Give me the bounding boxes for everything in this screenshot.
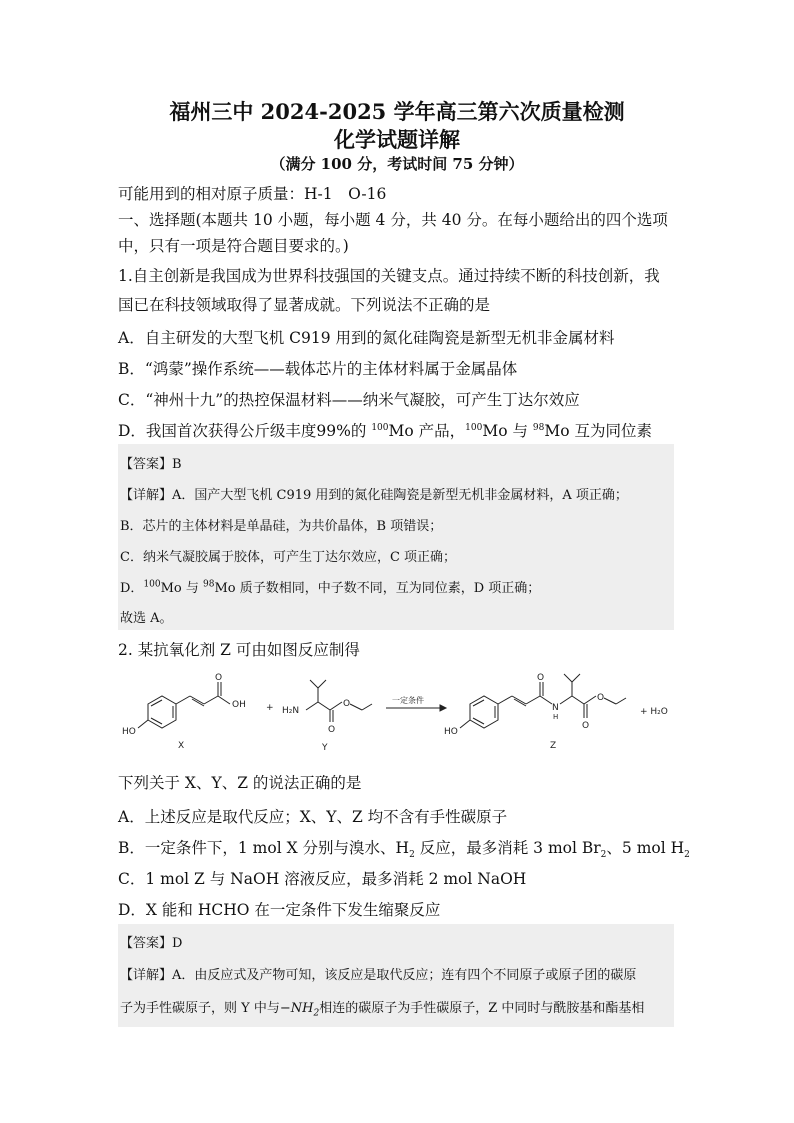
z-benzene-ring (470, 696, 498, 728)
exam-subtitle: 化学试题详解 (334, 127, 460, 152)
q2-option-c: C．1 mol Z 与 NaOH 溶液反应，最多消耗 2 mol NaOH (118, 870, 527, 888)
q1-stem-line2: 国已在科技领域取得了显著成就。下列说法不正确的是 (118, 296, 491, 314)
q1-stem-line1: 1.自主创新是我国成为世界科技强国的关键支点。通过持续不断的科技创新，我 (118, 267, 660, 285)
q2-detail-line2: 子为手性碳原子，则 Y 中与$-NH_2$相连的碳原子为手性碳原子，Z 中同时与酰胺基和酯基相 (120, 1001, 645, 1019)
y-compound-label: Y (322, 743, 328, 753)
x-benzene-ring (148, 696, 176, 728)
q2-ask: 下列关于 X、Y、Z 的说法正确的是 (118, 774, 362, 792)
reaction-condition: 一定条件 (392, 696, 424, 705)
x-ho-label: HO (122, 727, 136, 737)
reaction-scheme (118, 672, 678, 762)
x-oh-label: OH (232, 700, 246, 710)
z-n-label: N (552, 703, 559, 713)
water-byproduct: + H₂O (640, 707, 668, 717)
plus-sign: + (266, 703, 274, 713)
z-h-label: H (553, 713, 559, 721)
exam-info: （满分 100 分，考试时间 75 分钟） (270, 155, 524, 173)
q1-option-c: C．“神州十九”的热控保温材料——纳米气凝胶，可产生丁达尔效应 (118, 391, 580, 409)
x-compound-label: X (178, 741, 185, 751)
q1-option-a: A．自主研发的大型飞机 C919 用到的氮化硅陶瓷是新型无机非金属材料 (118, 329, 615, 347)
q1-answer: 【答案】B (120, 457, 182, 472)
y-o2-label: O (343, 699, 351, 709)
q1-option-d: D．我国首次获得公斤级丰度99%的 $^{100}$Mo 产品，$^{100}$Mo 与 $^{98}$Mo 互为同位素 (118, 422, 652, 440)
q2-option-a: A．上述反应是取代反应；X、Y、Z 均不含有手性碳原子 (118, 808, 508, 826)
q1-detail-line4: D．$^{100}$Mo 与 $^{98}$Mo 质子数相同，中子数不同，互为同位素，D 项正确； (120, 579, 541, 596)
z-compound-label: Z (550, 741, 557, 751)
z-ho-label: HO (444, 727, 458, 737)
x-o-label: O (215, 673, 223, 683)
q1-detail-line5: 故选 A。 (120, 611, 173, 626)
q2-option-d: D．X 能和 HCHO 在一定条件下发生缩聚反应 (118, 901, 441, 919)
q1-detail-line3: C．纳米气凝胶属于胶体，可产生丁达尔效应，C 项正确； (120, 550, 457, 565)
exam-title: 福州三中 2024-2025 学年高三第六次质量检测 (169, 99, 625, 124)
q1-option-b: B．“鸿蒙”操作系统——载体芯片的主体材料属于金属晶体 (118, 360, 518, 378)
z-o3-label: O (597, 693, 605, 703)
section-heading-line1: 一、选择题(本题共 10 小题，每小题 4 分，共 40 分。在每小题给出的四个选项 (118, 211, 668, 229)
q1-answer-panel (118, 444, 674, 630)
atomic-mass-note: 可能用到的相对原子质量：H-1 O-16 (118, 185, 387, 203)
y-o-label: O (328, 725, 336, 735)
q2-detail-line1: 【详解】A．由反应式及产物可知，该反应是取代反应；连有四个不同原子或原子团的碳原 (120, 968, 637, 983)
z-o-label: O (537, 673, 545, 683)
q2-answer: 【答案】D (120, 936, 183, 951)
q1-detail-line1: 【详解】A．国产大型飞机 C919 用到的氮化硅陶瓷是新型无机非金属材料，A 项正确； (120, 488, 628, 503)
q2-option-b: B．一定条件下，1 mol X 分别与溴水、$H_2$ 反应，最多消耗 3 mol $Br_2$、5 mol $H_2$ (118, 839, 690, 861)
q2-stem: 2. 某抗氧化剂 Z 可由如图反应制得 (118, 641, 360, 659)
q1-detail-line2: B．芯片的主体材料是单晶硅，为共价晶体，B 项错误； (120, 519, 443, 534)
z-o2-label: O (582, 721, 590, 731)
section-heading-line2: 中，只有一项是符合题目要求的。) (118, 237, 349, 255)
y-h2n-label: H₂N (282, 706, 300, 716)
